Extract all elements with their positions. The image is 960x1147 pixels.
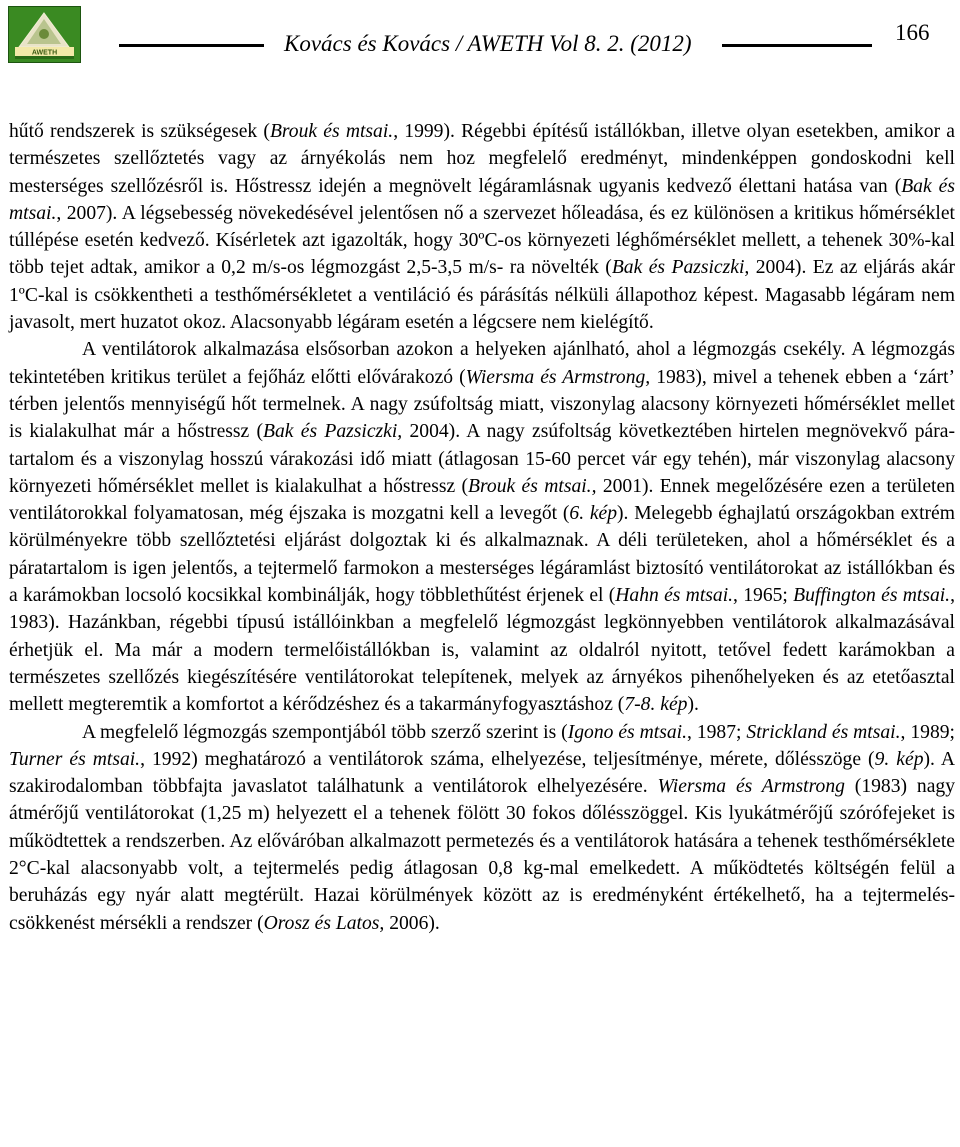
citation-text: Brouk és mtsai., <box>468 475 597 497</box>
paragraph-text: ). A szakirodalomban többfajta javaslatot találhatunk a ventilátorok elhelyezésére. <box>9 748 956 798</box>
citation-text: Brouk és mtsai. <box>269 121 394 142</box>
citation-text: Turner és mtsai. <box>9 748 141 770</box>
citation-text: Bak és mtsai. <box>9 175 955 224</box>
paragraph-text: 2004). Ez az eljárás akár 1ºC-kal is csökkentheti a testhőmérsékletet a ventiláció és párásítás nélküli állapothoz képest. Magasabb légáram nem javasolt, mert huzatot okoz. Alacsonyabb légáram esetén a légcsere nem kielégítő. <box>9 257 955 334</box>
paragraph-text: ). Melegebb éghajlatú országokban extrém körülményekre több szellőztetési eljárást dolgoztak ki és alkalmaznak. A déli területeken, ahol a hőmérséklet és a páratartalom is igen jelentős, a tejtermelő farmokon a mesterséges légáramlást biztosító ventilátorokat az istállókban és a karámokban locsoló kocsikkal kombinálják, hogy többlethűtést érjenek el ( <box>9 503 955 607</box>
citation-text: Wiersma és Armstrong, <box>465 366 651 388</box>
paragraph <box>9 118 955 336</box>
paragraph-text: 1983), mivel a tehenek ebben a ‘zárt’ térben jelentős mennyiségű hőt termelnek. A nagy zsúfoltság miatt, viszonylag alacsony környezeti hőmérséklet mellet is kialakulhat már a hőstressz ( <box>9 366 955 443</box>
citation-text: Bak és Pazsiczki, <box>263 421 403 443</box>
citation-text: Wiersma és Armstrong <box>657 776 845 798</box>
citation-text: 7-8. kép <box>624 694 688 716</box>
article-body <box>9 118 955 937</box>
paragraph-text: , 1983). Hazánkban, régebbi típusú istállóinkban a megfelelő légmozgást legkönnyebben ventilátorok alkalmazásával érhetjük el. Ma már a modern termelőistállókban is, valamint az oldalról nyitott, tetővel fedett karámokban a természetes szellőzés kiegészítésére ventilátorokat telepítenek, melyek az árnyékos pihenőhelyeken és az etetőasztal mellett megteremtik a komfortot a kérődzéshez és a takarmányfogyasztáshoz ( <box>9 585 955 716</box>
paragraph-text: , 1992) meghatározó a ventilátorok száma, elhelyezése, teljesítménye, mérete, dőlésszöge ( <box>140 748 875 770</box>
citation-text: 6. kép <box>569 503 618 525</box>
aweth-logo-graphic <box>9 7 80 62</box>
paragraph-text: A ventilátorok alkalmazása elsősorban azokon a helyeken ajánlható, ahol a légmozgás csekély. A légmozgás tekintetében kritikus terület a fejőház előtti elővárakozó ( <box>9 339 955 388</box>
paragraph-text: (1983) nagy átmérőjű ventilátorokat (1,25 m) helyezett el a tehenek fölött 30 fokos dőlésszöggel. Kis lyukátmérőjű szórófejeket is működtettek a rendszerben. Az előváróban alkalmazott permetezés és a ventilátorok hatására a tehenek testhőmérséklete 2°C-kal alacsonyabb volt, a tejtermelés pedig átlagosan 0,8 kg-mal emelkedett. A működtetés költségén felül a beruházás egy nyár alatt megtérült. Hazai körülmények között az is eredményként értékelhető, ha a tejtermelés-csökkenést mérsékli a rendszer ( <box>9 776 955 934</box>
header-rule-left <box>119 44 264 47</box>
paragraph-text: , 1987; <box>686 721 747 743</box>
paragraph <box>9 336 955 718</box>
citation-text: Hahn és mtsai. <box>615 585 734 607</box>
paragraph <box>9 719 955 937</box>
paragraph-text: 2006). <box>384 912 440 934</box>
paragraph-text: hűtő rendszerek is szükségesek ( <box>9 121 270 142</box>
citation-text: Buffington és mtsai. <box>793 585 951 607</box>
citation-text: Bak és Pazsiczki, <box>611 257 750 279</box>
logo-lettering: AWETH <box>31 49 58 57</box>
paragraph-text: , 1965; <box>733 585 794 607</box>
paragraph-text: 2004). A nagy zsúfoltság következtében hirtelen megnövekvő páratartalom és a viszonylag hosszú várakozási idő miatt (átlagosan 15-60 percet vár egy tehén), már viszonylag alacsony környezeti hőmérséklet mellet is kialakulhat a hőstressz ( <box>9 421 956 497</box>
page-number: 166 <box>895 20 930 45</box>
header-rule-right <box>722 44 872 47</box>
citation-text: Strickland és mtsai. <box>746 721 901 743</box>
paragraph-text: , 1989; <box>900 721 955 743</box>
journal-header: Kovács és Kovács / AWETH Vol 8. 2. (2012) <box>284 31 692 56</box>
paragraph-text: A megfelelő légmozgás szempontjából több szerző szerint is ( <box>82 721 568 743</box>
citation-text: Igono és mtsai. <box>567 721 687 743</box>
citation-text: Orosz és Latos, <box>263 912 385 934</box>
paragraph-text: 2001). Ennek megelőzésére ezen a területen ventilátorokkal folyamatosan, még éjszaka is mozgatni kell a levegőt ( <box>9 475 955 525</box>
citation-text: 9. kép <box>874 748 924 770</box>
paragraph-text: , 1999). Régebbi építésű istállókban, illetve olyan esetekben, amikor a természetes szellőztetés vagy az árnyékolás nem hoz megfelelő eredményt, mindenképpen gondoskodni kell mesterséges szellőzésről is. Hőstressz idején a megnövelt légáramlásnak ugyanis kedvező élettani hatása van ( <box>9 121 956 197</box>
paragraph-text: , 2007). A légsebesség növekedésével jelentősen nő a szervezet hőleadása, és ez különösen a kritikus hőmérséklet túllépése esetén kedvező. Kísérletek azt igazolták, hogy 30ºC-os környezeti léghőmérséklet mellett, a tehenek 30%-kal több tejet adtak, amikor a 0,2 m/s-os légmozgást 2,5-3,5 m/s- ra növelték ( <box>9 202 955 279</box>
paragraph-text: ). <box>687 694 699 716</box>
aweth-logo <box>8 6 81 63</box>
